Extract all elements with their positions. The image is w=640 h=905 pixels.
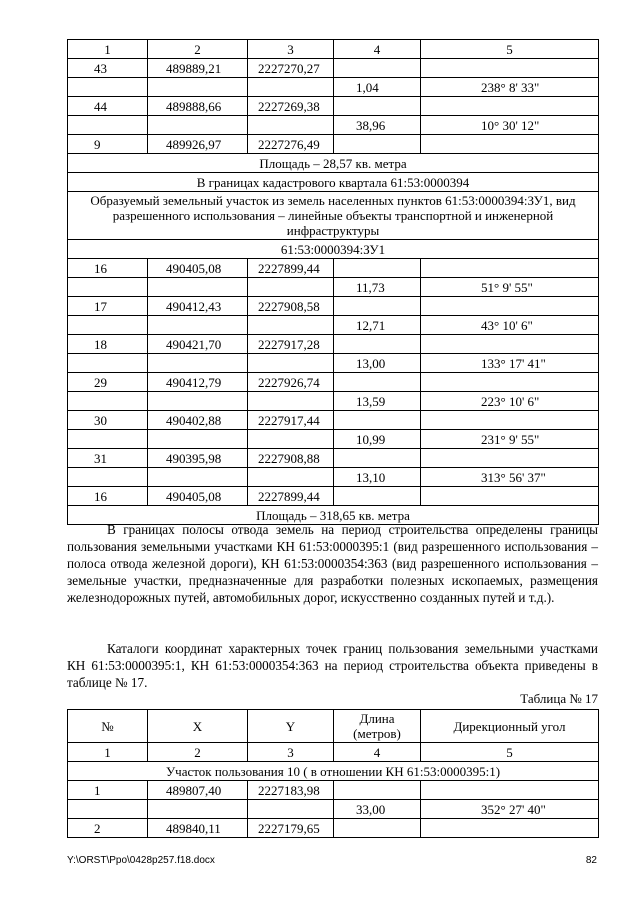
segment-length: 10,99 bbox=[334, 430, 421, 449]
segment-length: 12,71 bbox=[334, 316, 421, 335]
column-number: 2 bbox=[148, 40, 248, 59]
empty-cell bbox=[421, 97, 599, 116]
segment-length: 11,73 bbox=[334, 278, 421, 297]
empty-cell bbox=[248, 78, 334, 97]
table-header-row bbox=[68, 710, 599, 743]
point-row bbox=[68, 781, 599, 800]
x-coordinate: 490395,98 bbox=[148, 449, 248, 468]
point-row bbox=[68, 449, 599, 468]
y-coordinate: 2227917,28 bbox=[248, 335, 334, 354]
point-number: 16 bbox=[68, 259, 148, 278]
empty-cell bbox=[148, 800, 248, 819]
point-number: 17 bbox=[68, 297, 148, 316]
x-coordinate: 489926,97 bbox=[148, 135, 248, 154]
point-row bbox=[68, 59, 599, 78]
x-coordinate: 489888,66 bbox=[148, 97, 248, 116]
y-coordinate: 2227908,88 bbox=[248, 449, 334, 468]
x-coordinate: 489807,40 bbox=[148, 781, 248, 800]
merged-cell: В границах кадастрового квартала 61:53:0000394 bbox=[68, 173, 599, 192]
point-row bbox=[68, 335, 599, 354]
empty-cell bbox=[334, 411, 421, 430]
footer-file-path: Y:\ORST\Ppo\0428p257.f18.docx bbox=[67, 855, 215, 866]
empty-cell bbox=[68, 430, 148, 449]
segment-length: 13,00 bbox=[334, 354, 421, 373]
empty-cell bbox=[148, 430, 248, 449]
empty-cell bbox=[334, 135, 421, 154]
empty-cell bbox=[421, 135, 599, 154]
empty-cell bbox=[421, 487, 599, 506]
coordinates-table-17 bbox=[67, 709, 599, 838]
point-number: 9 bbox=[68, 135, 148, 154]
column-number: 3 bbox=[248, 40, 334, 59]
segment-row bbox=[68, 116, 599, 135]
column-number: 3 bbox=[248, 743, 334, 762]
empty-cell bbox=[68, 116, 148, 135]
empty-cell bbox=[248, 800, 334, 819]
direction-angle: 10° 30' 12" bbox=[421, 116, 599, 135]
empty-cell bbox=[334, 335, 421, 354]
empty-cell bbox=[148, 278, 248, 297]
y-coordinate: 2227899,44 bbox=[248, 259, 334, 278]
empty-cell bbox=[248, 278, 334, 297]
point-number: 29 bbox=[68, 373, 148, 392]
empty-cell bbox=[148, 116, 248, 135]
section-row bbox=[68, 762, 599, 781]
empty-cell bbox=[334, 373, 421, 392]
column-number: 4 bbox=[334, 40, 421, 59]
segment-row bbox=[68, 468, 599, 487]
column-number: 5 bbox=[421, 743, 599, 762]
column-number: 1 bbox=[68, 40, 148, 59]
column-header: X bbox=[148, 710, 248, 743]
empty-cell bbox=[421, 411, 599, 430]
paragraph-catalog-reference: Каталоги координат характерных точек границ пользования земельными участками КН 61:53:0000395:1, КН 61:53:0000354:363 на период строительства объекта приведены в таблице № 17. bbox=[67, 641, 598, 690]
column-number: 1 bbox=[68, 743, 148, 762]
empty-cell bbox=[248, 392, 334, 411]
empty-cell bbox=[334, 59, 421, 78]
x-coordinate: 490412,43 bbox=[148, 297, 248, 316]
segment-length: 13,10 bbox=[334, 468, 421, 487]
empty-cell bbox=[334, 259, 421, 278]
empty-cell bbox=[68, 800, 148, 819]
direction-angle: 133° 17' 41" bbox=[421, 354, 599, 373]
coordinates-table-main bbox=[67, 39, 599, 525]
empty-cell bbox=[334, 297, 421, 316]
x-coordinate: 490405,08 bbox=[148, 259, 248, 278]
column-number: 5 bbox=[421, 40, 599, 59]
x-coordinate: 490421,70 bbox=[148, 335, 248, 354]
empty-cell bbox=[334, 819, 421, 838]
empty-cell bbox=[334, 449, 421, 468]
empty-cell bbox=[68, 392, 148, 411]
y-coordinate: 2227908,58 bbox=[248, 297, 334, 316]
segment-length: 38,96 bbox=[334, 116, 421, 135]
x-coordinate: 490405,08 bbox=[148, 487, 248, 506]
empty-cell bbox=[68, 316, 148, 335]
segment-length: 13,59 bbox=[334, 392, 421, 411]
column-header: Длина (метров) bbox=[334, 710, 421, 743]
empty-cell bbox=[421, 449, 599, 468]
table-caption: Таблица № 17 bbox=[520, 691, 598, 706]
segment-row bbox=[68, 392, 599, 411]
point-number: 16 bbox=[68, 487, 148, 506]
x-coordinate: 490402,88 bbox=[148, 411, 248, 430]
point-row bbox=[68, 819, 599, 838]
segment-row bbox=[68, 278, 599, 297]
empty-cell bbox=[148, 354, 248, 373]
point-row bbox=[68, 487, 599, 506]
empty-cell bbox=[248, 430, 334, 449]
empty-cell bbox=[148, 392, 248, 411]
empty-cell bbox=[248, 316, 334, 335]
merged-cell: 61:53:0000394:ЗУ1 bbox=[68, 240, 599, 259]
direction-angle: 51° 9' 55" bbox=[421, 278, 599, 297]
empty-cell bbox=[68, 78, 148, 97]
column-number-row bbox=[68, 40, 599, 59]
merged-row bbox=[68, 240, 599, 259]
y-coordinate: 2227270,27 bbox=[248, 59, 334, 78]
empty-cell bbox=[421, 781, 599, 800]
y-coordinate: 2227183,98 bbox=[248, 781, 334, 800]
y-coordinate: 2227899,44 bbox=[248, 487, 334, 506]
merged-cell: Образуемый земельный участок из земель населенных пунктов 61:53:0000394:ЗУ1, вид разрешенного использования – линейные объекты транспортной и инженерной инфраструктуры bbox=[68, 192, 599, 240]
point-number: 44 bbox=[68, 97, 148, 116]
direction-angle: 313° 56' 37" bbox=[421, 468, 599, 487]
empty-cell bbox=[248, 116, 334, 135]
point-row bbox=[68, 373, 599, 392]
column-header: № bbox=[68, 710, 148, 743]
empty-cell bbox=[148, 78, 248, 97]
point-number: 43 bbox=[68, 59, 148, 78]
empty-cell bbox=[334, 97, 421, 116]
empty-cell bbox=[68, 354, 148, 373]
y-coordinate: 2227917,44 bbox=[248, 411, 334, 430]
column-number: 4 bbox=[334, 743, 421, 762]
point-row bbox=[68, 297, 599, 316]
y-coordinate: 2227179,65 bbox=[248, 819, 334, 838]
empty-cell bbox=[68, 278, 148, 297]
point-number: 1 bbox=[68, 781, 148, 800]
x-coordinate: 489889,21 bbox=[148, 59, 248, 78]
empty-cell bbox=[421, 335, 599, 354]
merged-cell: Площадь – 318,65 кв. метра bbox=[68, 506, 599, 525]
paragraph-usage-boundaries: В границах полосы отвода земель на период строительства определены границы пользования земельными участками КН 61:53:0000395:1 (вид разрешенного использования – полоса отвода железной дороги), КН 61:53:0000354:363 (вид разрешенного использования – земельные участки, предназначенные для разработки полезных ископаемых, размещения железнодорожных путей, автомобильных дорог, искусственно созданных путей и т.д.). bbox=[67, 522, 598, 605]
point-row bbox=[68, 411, 599, 430]
direction-angle: 238° 8' 33" bbox=[421, 78, 599, 97]
column-header: Дирекционный угол bbox=[421, 710, 599, 743]
merged-cell: Площадь – 28,57 кв. метра bbox=[68, 154, 599, 173]
column-number: 2 bbox=[148, 743, 248, 762]
y-coordinate: 2227926,74 bbox=[248, 373, 334, 392]
segment-length: 1,04 bbox=[334, 78, 421, 97]
empty-cell bbox=[148, 316, 248, 335]
segment-length: 33,00 bbox=[334, 800, 421, 819]
point-row bbox=[68, 135, 599, 154]
y-coordinate: 2227269,38 bbox=[248, 97, 334, 116]
x-coordinate: 489840,11 bbox=[148, 819, 248, 838]
x-coordinate: 490412,79 bbox=[148, 373, 248, 392]
segment-row bbox=[68, 316, 599, 335]
direction-angle: 43° 10' 6" bbox=[421, 316, 599, 335]
column-number-row bbox=[68, 743, 599, 762]
empty-cell bbox=[421, 373, 599, 392]
empty-cell bbox=[248, 468, 334, 487]
empty-cell bbox=[68, 468, 148, 487]
merged-row bbox=[68, 173, 599, 192]
segment-row bbox=[68, 430, 599, 449]
y-coordinate: 2227276,49 bbox=[248, 135, 334, 154]
empty-cell bbox=[421, 59, 599, 78]
empty-cell bbox=[334, 781, 421, 800]
column-header: Y bbox=[248, 710, 334, 743]
empty-cell bbox=[148, 468, 248, 487]
empty-cell bbox=[334, 487, 421, 506]
empty-cell bbox=[421, 297, 599, 316]
page-number: 82 bbox=[585, 855, 597, 866]
empty-cell bbox=[421, 259, 599, 278]
merged-row bbox=[68, 154, 599, 173]
section-title: Участок пользования 10 ( в отношении КН 61:53:0000395:1) bbox=[68, 762, 599, 781]
empty-cell bbox=[248, 354, 334, 373]
point-number: 18 bbox=[68, 335, 148, 354]
point-number: 30 bbox=[68, 411, 148, 430]
direction-angle: 352° 27' 40" bbox=[421, 800, 599, 819]
point-row bbox=[68, 259, 599, 278]
direction-angle: 231° 9' 55" bbox=[421, 430, 599, 449]
point-number: 31 bbox=[68, 449, 148, 468]
segment-row bbox=[68, 800, 599, 819]
point-number: 2 bbox=[68, 819, 148, 838]
direction-angle: 223° 10' 6" bbox=[421, 392, 599, 411]
point-row bbox=[68, 97, 599, 116]
segment-row bbox=[68, 354, 599, 373]
empty-cell bbox=[421, 819, 599, 838]
segment-row bbox=[68, 78, 599, 97]
merged-row bbox=[68, 192, 599, 240]
